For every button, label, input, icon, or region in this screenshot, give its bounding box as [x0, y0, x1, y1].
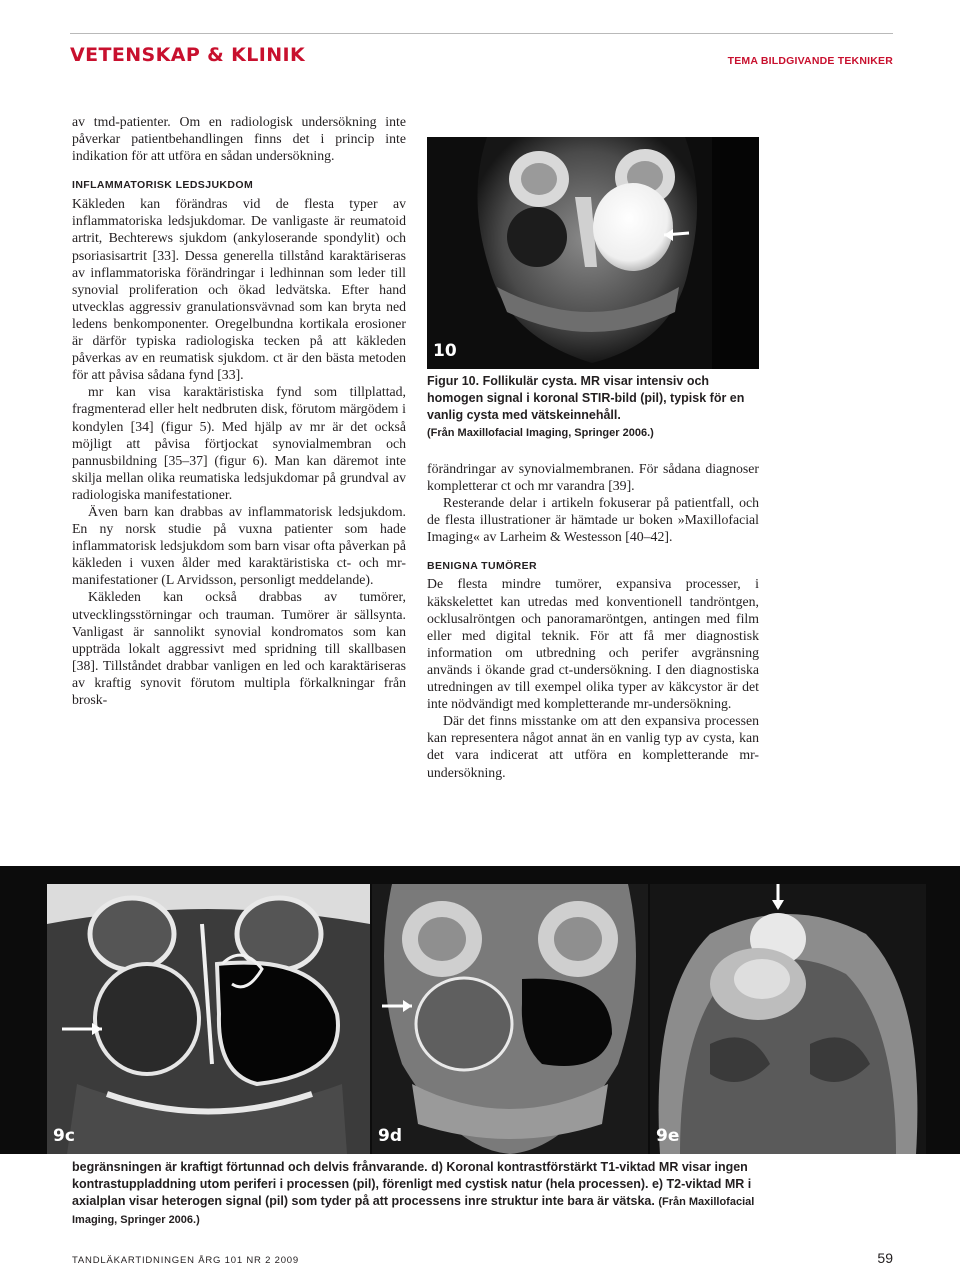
paragraph: förändringar av synovialmembranen. För sådana diagnoser kompletterar ct och mr varandra [39]. — [427, 461, 759, 494]
figure-9-caption — [72, 1159, 772, 1229]
figure-10-image — [427, 137, 759, 369]
figure-10-label: 10 — [433, 341, 457, 361]
subhead-benigna: BENIGNA TUMÖRER — [427, 560, 538, 573]
paragraph: mr kan visa karaktäristiska fynd som tillplattad, fragmenterad eller helt nedbruten disk, förutom märgödem i kondylen [34] (figur 5). Med hjälp av mr är det också möjligt att påvisa förtjockat synovialmembran och pannusbildning [35–37] (figur 6). Man kan däremot inte skilja mellan olika reumatiska ledsjukdomar på grundval av radiologiska manifestationer. — [72, 384, 406, 502]
subhead-inflammatorisk: INFLAMMATORISK LEDSJUKDOM — [72, 179, 254, 192]
caption-source: (Från Maxillofacial Imaging, Springer 2006.) — [72, 1196, 755, 1226]
figure-9e-panel — [650, 884, 926, 1154]
section-title: VETENSKAP & KLINIK — [70, 44, 306, 66]
figure-9-strip — [0, 866, 960, 1154]
figure-10-caption — [427, 373, 762, 442]
paragraph: Käkleden kan också drabbas av tumörer, utvecklingsstörningar och trauman. Tumörer är sällsynta. Vanligast är sannolikt synovial kondromatos som kan uppträda lokalt aggressivt med spridning till skallbasen [38]. Tillståndet drabbar vanligen en led och karaktäriseras av kraftig synovit förutom multipla förkalkningar från brosk- — [72, 589, 406, 707]
figure-9c-label: 9c — [53, 1126, 75, 1146]
mri-axial-t2-image — [650, 884, 926, 1154]
figure-9c-panel — [47, 884, 370, 1154]
figure-9d-panel — [372, 884, 648, 1154]
ct-coronal-image — [47, 884, 370, 1154]
left-column — [72, 113, 406, 708]
paragraph: Käkleden kan förändras vid de flesta typer av inflammatoriska ledsjukdomar. De vanligaste är reumatoid artrit, Bechterews sjukdom (ankyloserande spondylit) och psoriasisartrit [33]. Dessa generella tillstånd karaktäriseras av inflammatoriska förändringar i ledhinnan som leder till synovial proliferation och ökad ledvätska. Efter hand utvecklas aggressiv granulationsvävnad som kan bryta ned ledens benkomponenter. Oregelbundna kortikala erosioner är därför typiska radiologiska tecken på att käkleden påverkas av en reumatisk sjukdom. ct är den bästa metoden för att påvisa sådana fynd [33]. — [72, 196, 406, 383]
mri-coronal-stir — [427, 137, 759, 369]
paragraph: Resterande delar i artikeln fokuserar på patientfall, och de flesta illustrationer är hämtade ur boken »Maxillofacial Imaging« av Larheim & Westesson [40–42]. — [427, 495, 759, 545]
mri-coronal-t1-image — [372, 884, 648, 1154]
caption-body: MR visar intensiv och homogen signal i koronal STIR-bild (pil), typisk för en vanlig cysta med vätskeinnehåll. — [427, 374, 745, 422]
page-number: 59 — [877, 1250, 893, 1266]
caption-body: begränsningen är kraftigt förtunnad och delvis frånvarande. d) Koronal kontrastförstärkt T1-viktad MR visar ingen kontrastuppladdning utom periferi i processen (pil), förenligt med cystisk natur (hela processen). e) T2-viktad MR i axialplan visar heterogen signal (pil) som tyder på att processens inre struktur inte bara är vätska. — [72, 1160, 752, 1208]
figure-9e-label: 9e — [656, 1126, 680, 1146]
header-rule — [70, 33, 893, 34]
figure-9d-label: 9d — [378, 1126, 402, 1146]
paragraph: De flesta mindre tumörer, expansiva processer, i käkskelettet kan utredas med konventionell tandröntgen, ocklusalröntgen och panoramaröntgen, antingen med film eller med digital teknik. För att få mer diagnostisk information om utbredning och perifer avgränsning används i ökande grad ct-undersökning. I den diagnostiska utredningen av till exempel olika typer av käkcystor är det inte nödvändigt med kompletterande mr-undersökning. — [427, 576, 759, 712]
paragraph: Där det finns misstanke om att den expansiva processen kan representera något annat än en vanlig typ av cysta, kan det vara indicerat att utföra en kompletterande mr-undersökning. — [427, 713, 759, 780]
caption-source: (Från Maxillofacial Imaging, Springer 2006.) — [427, 427, 654, 439]
right-column — [427, 460, 759, 781]
intro-paragraph: av tmd-patienter. Om en radiologisk undersökning inte påverkar patientbehandlingen finns det i princip inte indikation för att utföra en sådan undersökning. — [72, 114, 406, 164]
caption-title: Figur 10. Follikulär cysta. — [427, 374, 578, 388]
journal-footer: TANDLÄKARTIDNINGEN ÅRG 101 NR 2 2009 — [72, 1255, 299, 1266]
paragraph: Även barn kan drabbas av inflammatorisk ledsjukdom. En ny norsk studie på vuxna patienter som hade inflammatorisk ledsjukdom som barn visar ofta påverkan på käkleden i vuxen ålder med karaktäristiska ct- och mr-manifestationer (L Arvidsson, personligt meddelande). — [72, 503, 406, 588]
tema-label: TEMA BILDGIVANDE TEKNIKER — [727, 55, 893, 67]
